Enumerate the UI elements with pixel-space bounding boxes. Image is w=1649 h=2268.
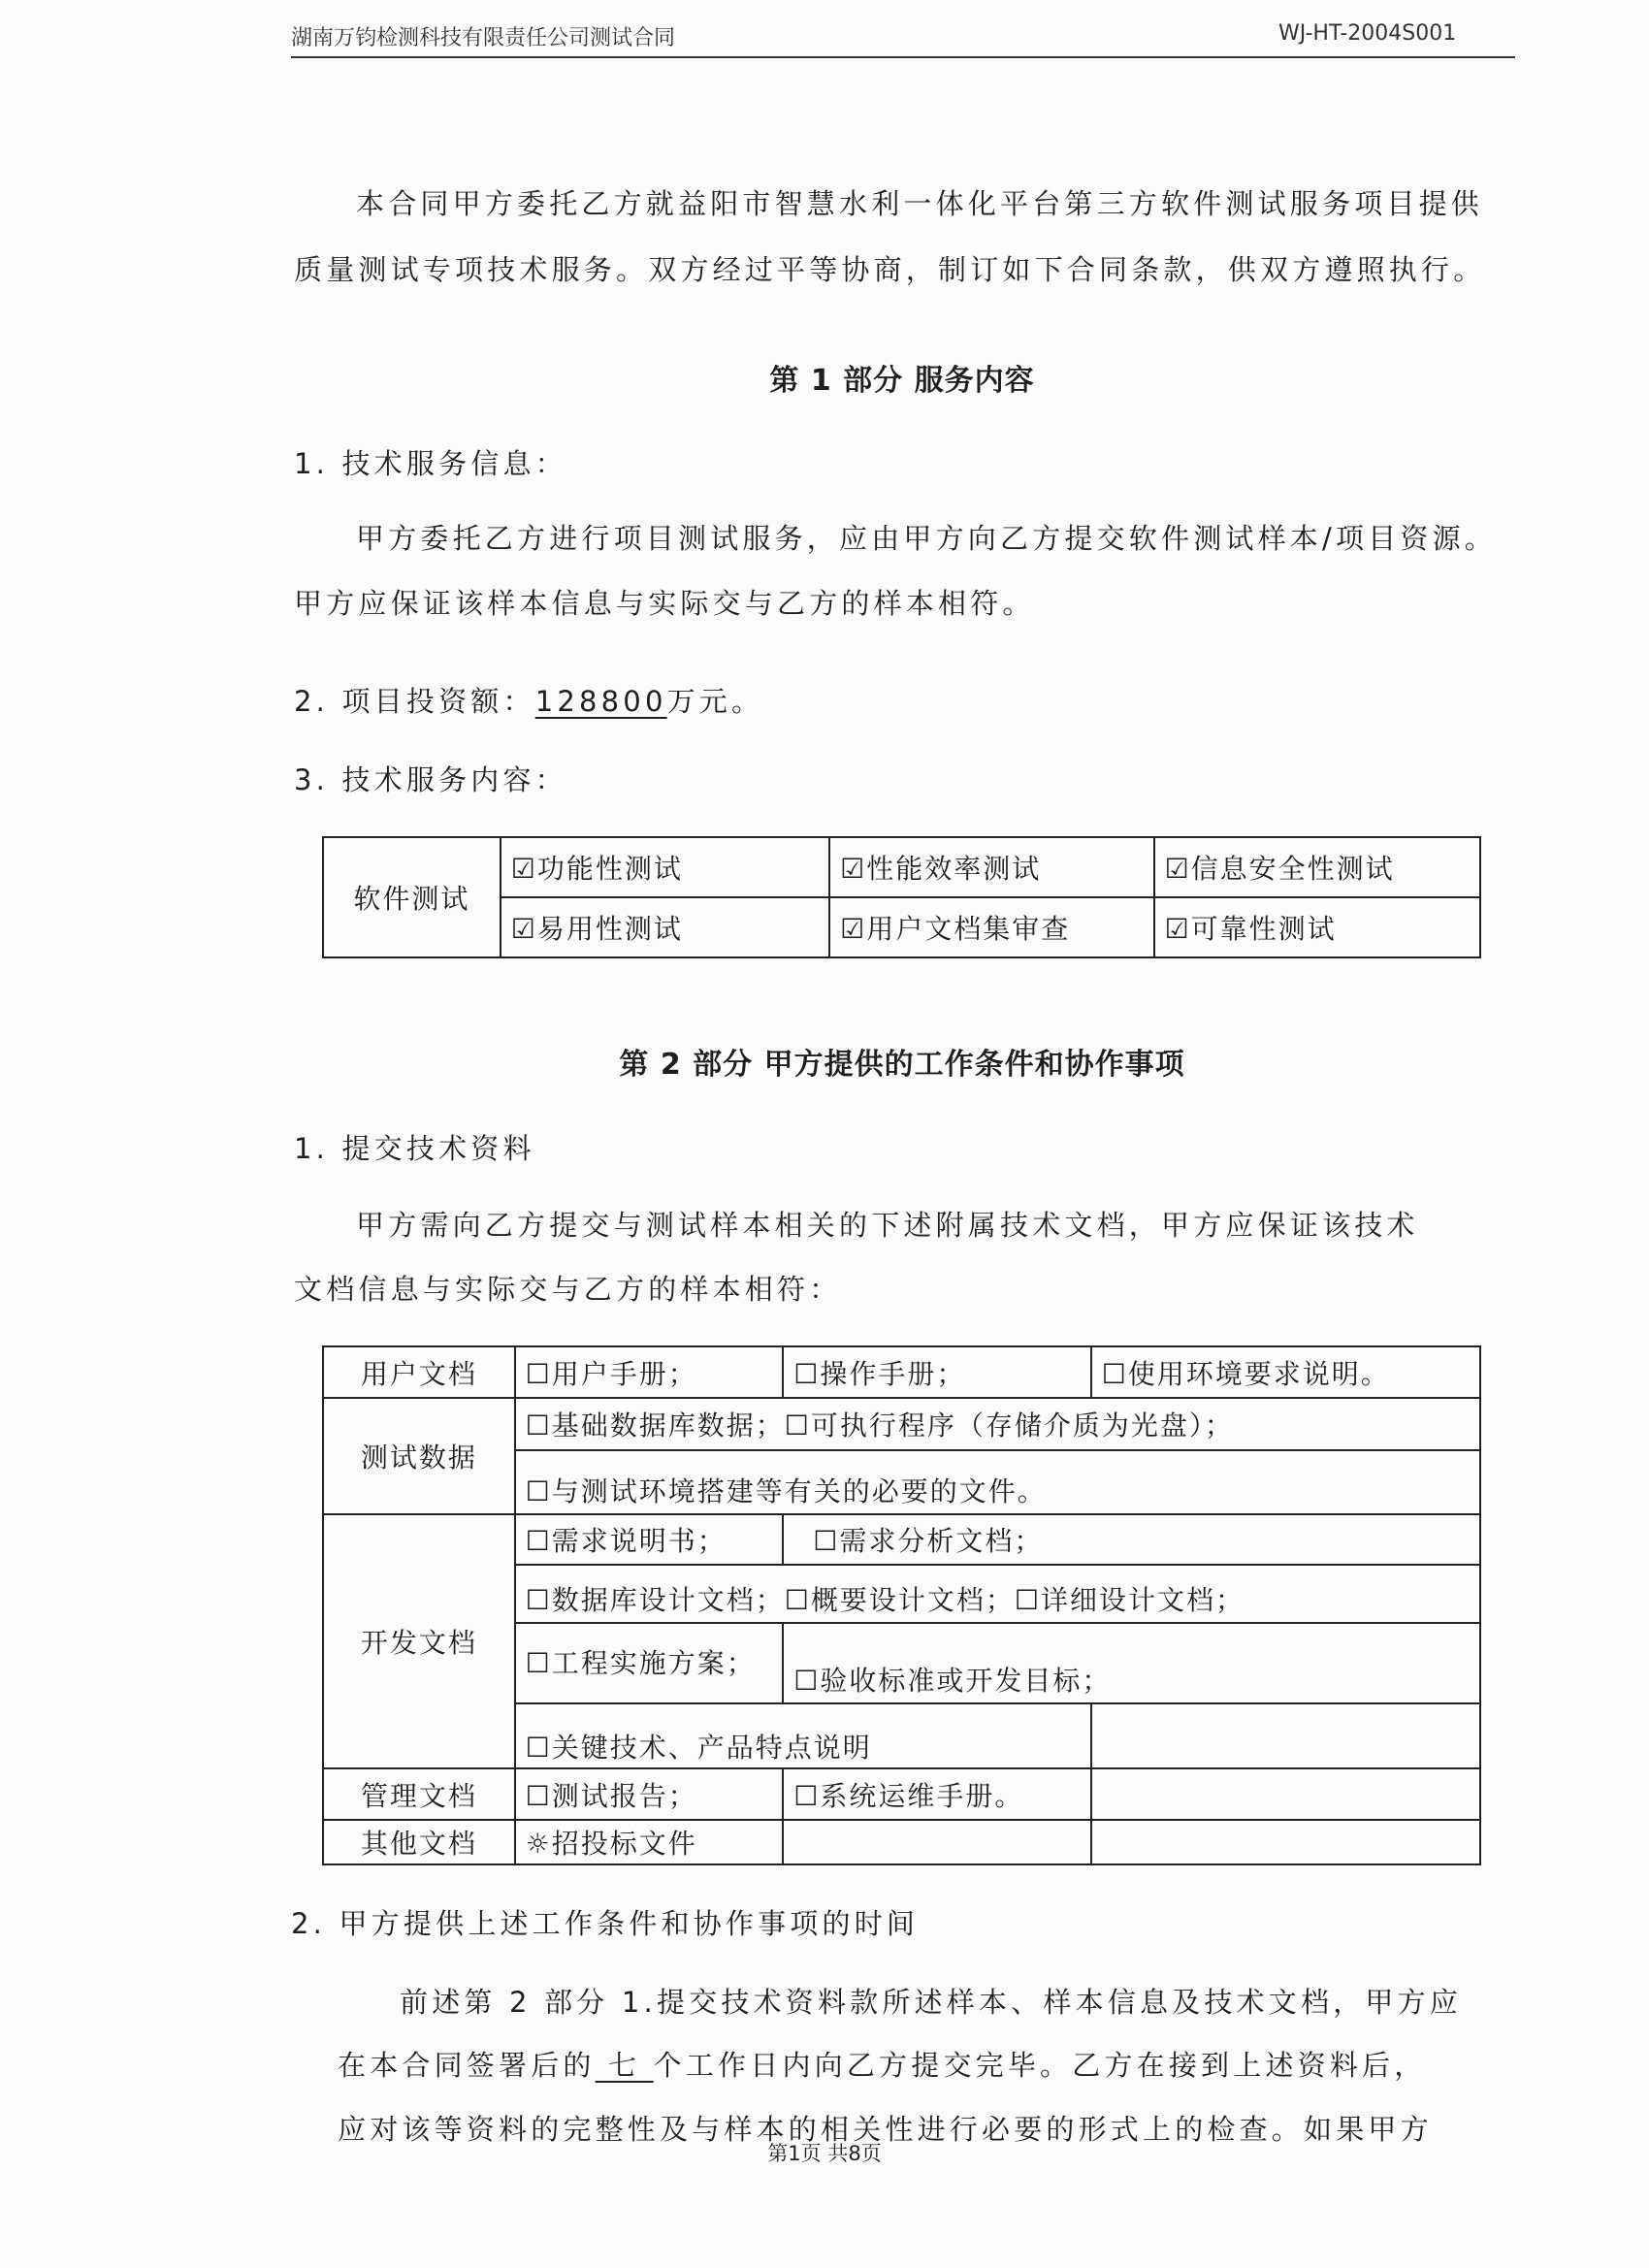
doc-item: ☐基础数据库数据；☐可执行程序（存储介质为光盘）；	[515, 1398, 1480, 1450]
line-suffix: 个工作日内向乙方提交完毕。乙方在接到上述资料后，	[653, 2049, 1427, 2082]
empty-cell	[1091, 1820, 1480, 1864]
page-number: 第1页 共8页	[767, 2142, 882, 2165]
service-item: ☑功能性测试	[501, 837, 829, 897]
table-row	[323, 1346, 1480, 1398]
docs-table	[322, 1345, 1481, 1865]
doc-item: ☐需求分析文档；	[783, 1514, 1480, 1565]
doc-item: ☼招投标文件	[515, 1820, 784, 1864]
user-docs-label: 用户文档	[323, 1346, 515, 1398]
line-prefix: 在本合同签署后的	[338, 2049, 596, 2082]
part1-item1-text: 甲方委托乙方进行项目测试服务，应由甲方向乙方提交软件测试样本/项目资源。	[356, 522, 1497, 555]
service-item: ☑性能效率测试	[829, 837, 1153, 897]
part2-item2-text: 前述第 2 部分 1.提交技术资料款所述样本、样本信息及技术文档，甲方应	[400, 1986, 1462, 2019]
other-docs-label: 其他文档	[323, 1820, 515, 1864]
part2-title: 第 2 部分 甲方提供的工作条件和协作事项	[619, 1048, 1185, 1082]
part1-item2	[294, 680, 763, 720]
header-company-title: 湖南万钧检测科技有限责任公司测试合同	[291, 26, 676, 50]
doc-item: ☐需求说明书；	[515, 1514, 784, 1565]
part2-item1-text: 甲方需向乙方提交与测试样本相关的下述附属技术文档，甲方应保证该技术	[356, 1209, 1419, 1242]
doc-item: ☐数据库设计文档；☐概要设计文档；☐详细设计文档；	[515, 1565, 1480, 1623]
header-doc-number: WJ-HT-2004S001	[1278, 21, 1457, 46]
doc-item: ☐工程实施方案；	[515, 1623, 784, 1703]
service-item: ☑用户文档集审查	[829, 897, 1153, 957]
doc-item: ☐系统运维手册。	[783, 1768, 1090, 1820]
empty-cell	[1091, 1703, 1480, 1768]
part1-item1-text: 甲方应保证该样本信息与实际交与乙方的样本相符。	[294, 587, 1035, 620]
table-row	[323, 1514, 1480, 1565]
empty-cell	[1091, 1768, 1480, 1820]
table-row	[323, 1820, 1480, 1864]
part1-title: 第 1 部分 服务内容	[769, 364, 1035, 398]
part1-item3-title: 3. 技术服务内容：	[294, 763, 567, 796]
doc-item: ☐操作手册；	[783, 1346, 1090, 1398]
investment-amount: 128800	[534, 685, 667, 718]
service-table	[322, 836, 1481, 958]
dev-docs-label: 开发文档	[323, 1514, 515, 1768]
table-row	[323, 1398, 1480, 1450]
service-item: ☑易用性测试	[501, 897, 829, 957]
doc-item: ☐验收标准或开发目标；	[783, 1623, 1480, 1703]
service-label: 软件测试	[323, 837, 501, 957]
empty-cell	[783, 1820, 1090, 1864]
doc-item: ☐测试报告；	[515, 1768, 784, 1820]
doc-item: ☐与测试环境搭建等有关的必要的文件。	[515, 1450, 1480, 1514]
part2-item2-title: 2. 甲方提供上述工作条件和协作事项的时间	[291, 1907, 920, 1940]
days-value: 七	[595, 2049, 654, 2082]
service-item: ☑可靠性测试	[1154, 897, 1480, 957]
item2-prefix: 2. 项目投资额：	[294, 685, 535, 718]
doc-item: ☐用户手册；	[515, 1346, 784, 1398]
part2-item1-text: 文档信息与实际交与乙方的样本相符：	[294, 1273, 842, 1306]
part2-item2-text	[338, 2044, 1426, 2084]
header-divider	[291, 56, 1515, 58]
intro-line: 质量测试专项技术服务。双方经过平等协商，制订如下合同条款，供双方遵照执行。	[294, 253, 1486, 286]
intro-line: 本合同甲方委托乙方就益阳市智慧水利一体化平台第三方软件测试服务项目提供	[356, 187, 1484, 220]
doc-item: ☐关键技术、产品特点说明	[515, 1703, 1091, 1768]
test-data-label: 测试数据	[323, 1398, 515, 1514]
service-item: ☑信息安全性测试	[1154, 837, 1480, 897]
item2-suffix: 万元。	[666, 685, 764, 718]
part2-item1-title: 1. 提交技术资料	[294, 1132, 535, 1165]
part2-item2-text: 应对该等资料的完整性及与样本的相关性进行必要的形式上的检查。如果甲方	[338, 2113, 1433, 2146]
table-row	[323, 1768, 1480, 1820]
table-row	[323, 837, 1480, 897]
mgmt-docs-label: 管理文档	[323, 1768, 515, 1820]
part1-item1-title: 1. 技术服务信息：	[294, 447, 567, 480]
doc-item: ☐使用环境要求说明。	[1091, 1346, 1480, 1398]
